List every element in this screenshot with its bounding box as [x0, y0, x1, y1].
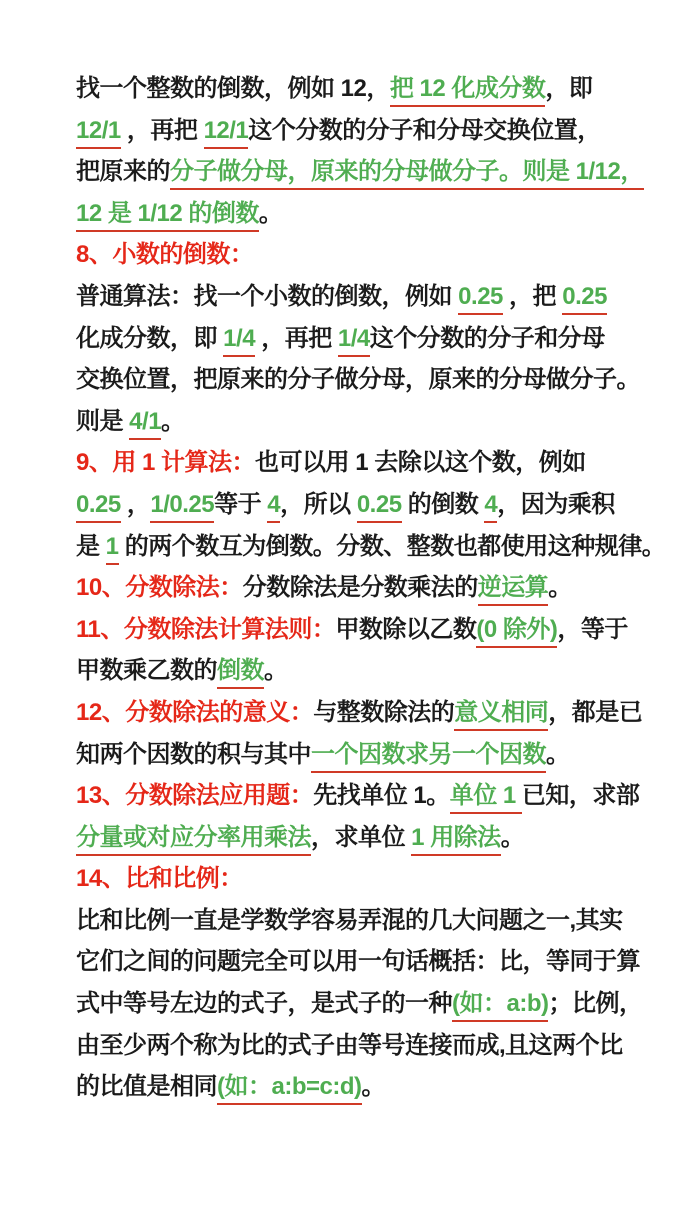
highlight-segment: 12 是 1/12 的倒数 — [76, 200, 259, 232]
text-segment: 。 — [500, 823, 525, 851]
highlight-segment: 4/1 — [129, 408, 161, 440]
text-segment: ，把 — [502, 282, 563, 310]
text-line — [76, 68, 640, 110]
text-segment: 。 — [264, 657, 288, 685]
text-line — [76, 858, 640, 900]
text-line — [76, 734, 640, 776]
text-segment: 已知，求部 — [521, 782, 640, 810]
text-segment: 由至少两个称为比的式子由等号连接而成,且这两个比 — [76, 1031, 623, 1059]
notes-text — [76, 68, 666, 1108]
text-line — [76, 900, 640, 942]
highlight-segment: 意义相同 — [454, 699, 548, 731]
text-line — [76, 151, 644, 193]
highlight-segment: 12/1 — [76, 117, 121, 149]
text-line — [76, 234, 640, 276]
text-segment: ，等于 — [557, 615, 628, 643]
highlight-segment: 0.25 — [458, 283, 503, 315]
highlight-segment: 0.25 — [562, 283, 607, 315]
heading-segment: 11、分数除法计算法则： — [76, 615, 336, 643]
text-segment: ，即 — [545, 75, 593, 102]
highlight-segment: 1/4 — [338, 325, 370, 357]
text-segment: 则是 — [76, 407, 130, 435]
heading-segment: 13、分数除法应用题： — [76, 782, 314, 810]
text-segment: 也可以用 1 去除以这个数，例如 — [255, 449, 586, 477]
highlight-segment: 单位 1 — [450, 782, 522, 814]
text-segment: 找一个整数的倒数，例如 12， — [76, 75, 390, 102]
text-segment: 。 — [161, 407, 185, 435]
text-segment: 。 — [258, 199, 283, 227]
text-segment: 。 — [548, 574, 572, 602]
text-segment: 等于 — [214, 490, 268, 518]
text-line — [76, 193, 640, 235]
text-segment: 它们之间的问题完全可以用一句话概括：比，等同于算 — [76, 948, 640, 976]
text-segment: ， — [120, 490, 151, 518]
text-line — [76, 318, 640, 360]
highlight-segment: 分量或对应分率用乘法 — [76, 824, 311, 856]
text-line — [76, 775, 640, 817]
text-segment: 的两个数互为倒数。分数、整数也都使用这种规律。 — [118, 532, 666, 560]
text-segment: 比和比例一直是学数学容易弄混的几大问题之一,其实 — [76, 906, 623, 934]
highlight-segment: 1 — [106, 533, 119, 565]
text-line — [76, 692, 643, 734]
text-segment: 是 — [76, 532, 106, 560]
text-line — [76, 110, 640, 152]
text-line — [76, 1066, 640, 1108]
text-segment: 甲数乘乙数的 — [76, 657, 217, 685]
text-segment: 的倒数 — [401, 490, 485, 518]
text-line — [76, 983, 643, 1025]
text-line — [76, 276, 640, 318]
text-segment: ，求单位 — [311, 823, 412, 851]
highlight-segment: 一个因数求另一个因数 — [311, 741, 546, 773]
highlight-segment: 4 — [267, 491, 280, 523]
highlight-segment: 12/1 — [204, 117, 249, 149]
text-segment: 分数除法是分数乘法的 — [242, 574, 478, 602]
highlight-segment: (0 除外) — [476, 616, 557, 648]
text-segment: 先找单位 1。 — [313, 782, 450, 810]
text-segment: 把原来的 — [76, 158, 170, 186]
heading-segment: 14、比和比例： — [76, 865, 243, 893]
text-segment: ，再把 — [255, 324, 338, 352]
highlight-segment: (如：a:b=c:d) — [217, 1073, 362, 1105]
highlight-segment: 把 12 化成分数 — [390, 75, 546, 107]
text-line — [76, 609, 640, 651]
text-line — [76, 1025, 640, 1067]
highlight-segment: 逆运算 — [478, 574, 549, 606]
text-segment: 交换位置，把原来的分子做分母，原来的分母做分子。 — [76, 366, 640, 394]
text-line — [76, 941, 640, 983]
highlight-segment: 0.25 — [357, 491, 402, 523]
text-line — [76, 526, 666, 568]
text-segment: 式中等号左边的式子，是式子的一种 — [76, 990, 452, 1018]
text-segment: 这个分数的分子和分母交换位置， — [248, 116, 601, 144]
text-segment: 与整数除法的 — [313, 698, 455, 726]
text-line — [76, 567, 640, 609]
heading-segment: 10、分数除法： — [76, 574, 243, 602]
text-segment: 知两个因数的积与其中 — [76, 740, 311, 768]
text-line — [76, 401, 640, 443]
text-segment: 普通算法：找一个小数的倒数，例如 — [76, 282, 459, 310]
highlight-segment: 1 用除法 — [411, 824, 501, 856]
text-segment: 甲数除以乙数 — [335, 615, 477, 643]
text-line — [76, 650, 640, 692]
text-line — [76, 817, 640, 859]
text-segment: 。 — [546, 740, 570, 768]
text-segment: ；比例， — [548, 990, 643, 1018]
text-line — [76, 484, 640, 526]
text-segment: 这个分数的分子和分母 — [369, 324, 605, 352]
text-segment: ，因为乘积 — [497, 490, 615, 518]
text-segment: ，都是已 — [548, 698, 643, 726]
text-segment: 化成分数，即 — [76, 324, 224, 352]
highlight-segment: 0.25 — [76, 491, 121, 523]
text-segment: 的比值是相同 — [76, 1073, 217, 1101]
heading-segment: 12、分数除法的意义： — [76, 698, 314, 726]
highlight-segment: (如：a:b) — [452, 990, 548, 1022]
heading-segment: 9、用 1 计算法： — [76, 449, 256, 477]
text-segment: 。 — [361, 1073, 385, 1101]
highlight-segment: 4 — [484, 491, 497, 523]
highlight-segment: 分子做分母，原来的分母做分子。则是 1/12， — [170, 158, 644, 190]
text-line — [76, 442, 640, 484]
highlight-segment: 倒数 — [217, 657, 264, 689]
highlight-segment: 1/4 — [223, 325, 255, 357]
text-segment: ，所以 — [280, 490, 357, 518]
text-line — [76, 359, 640, 401]
highlight-segment: 1/0.25 — [150, 491, 214, 523]
heading-segment: 8、小数的倒数： — [76, 241, 254, 269]
text-segment: ，再把 — [120, 116, 204, 144]
